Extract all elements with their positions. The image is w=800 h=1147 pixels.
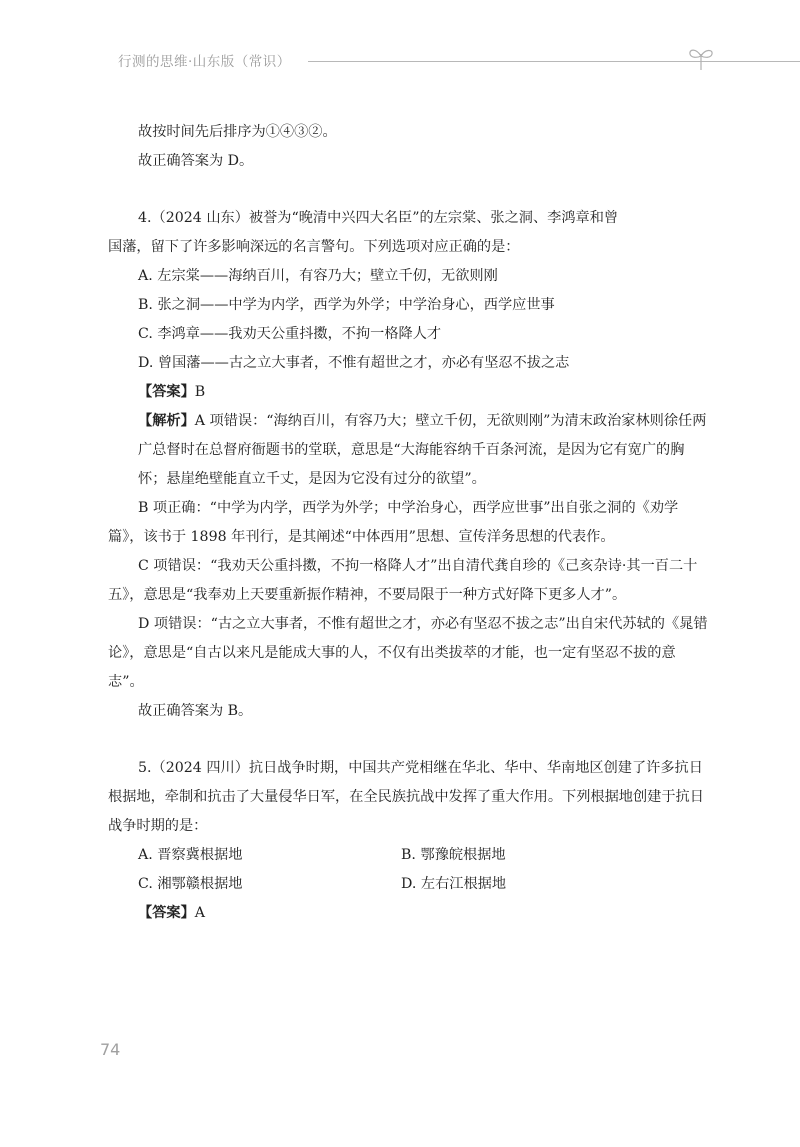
q5-options-row-1	[108, 841, 710, 870]
q5-option-b: B. 鄂豫皖根据地	[401, 847, 506, 863]
q4-answer-value: B	[194, 384, 206, 400]
q4-option-a: A. 左宗棠——海纳百川，有容乃大；壁立千仞，无欲则刚	[138, 268, 498, 284]
q4-option-b: B. 张之洞——中学为内学，西学为外学；中学治身心，西学应世事	[138, 297, 555, 313]
prev-answer-line: 故正确答案为 D。	[138, 153, 254, 169]
prev-order-line: 故按时间先后排序为①④③②。	[138, 124, 337, 140]
q4-analysis-c: C 项错误：“我劝天公重抖擞，不拘一格降人才”出自清代龚自珍的《己亥杂诗·其一百二十五》，意思是“我奉劝上天要重新振作精神，不要局限于一种方式好降下更多人才”。	[108, 558, 698, 603]
running-header	[118, 50, 718, 72]
header-title: 行测的思维·山东版（常识）	[118, 54, 291, 70]
q5-answer-value: A	[194, 905, 206, 921]
page-content	[108, 118, 710, 928]
q4-stem-line1: 4.（2024 山东）被誉为“晚清中兴四大名臣”的左宗棠、张之洞、李鸿章和曾	[138, 210, 619, 226]
q4-answer	[108, 378, 710, 407]
q5-stem: 5.（2024 四川）抗日战争时期，中国共产党相继在华北、华中、华南地区创建了许多抗日根据地，牵制和抗击了大量侵华日军，在全民族抗战中发挥了重大作用。下列根据地创建于抗日战争时期的是：	[108, 760, 704, 834]
q4-option-c: C. 李鸿章——我劝天公重抖擞，不拘一格降人才	[138, 326, 442, 342]
q5-answer-tag: 【答案】	[138, 905, 195, 921]
q4-answer-tag: 【答案】	[138, 384, 195, 400]
q4-stem-line2: 国藩，留下了许多影响深远的名言警句。下列选项对应正确的是：	[108, 239, 520, 255]
q4-analysis-d: D 项错误：“古之立大事者，不惟有超世之才，亦必有坚忍不拔之志”出自宋代苏轼的《晁错论》，意思是“自古以来凡是能成大事的人，不仅有出类拔萃的才能，也一定有坚忍不拔的意志”。	[108, 616, 708, 690]
q4-analysis-a-text: A 项错误：“海纳百川，有容乃大；壁立千仞，无欲则刚”为清末政治家林则徐任两广总督时在总督府衙题书的堂联，意思是“大海能容纳千百条河流，是因为它有宽广的胸怀；悬崖绝壁能直立千丈，是因为它没有过分的欲望”。	[138, 413, 707, 487]
header-rule	[308, 61, 800, 62]
q5-option-d: D. 左右江根据地	[401, 876, 507, 892]
q4-analysis-tag: 【解析】	[138, 413, 195, 429]
q5-option-c: C. 湘鄂赣根据地	[138, 876, 243, 892]
q5-options-row-2	[108, 870, 710, 899]
q5-option-a: A. 晋察冀根据地	[138, 847, 243, 863]
sprout-icon	[686, 44, 716, 72]
q4-analysis-a	[108, 407, 710, 494]
q4-analysis-b: B 项正确：“中学为内学，西学为外学；中学治身心，西学应世事”出自张之洞的《劝学篇》，该书于 1898 年刊行，是其阐述“中体西用”思想、宣传洋务思想的代表作。	[108, 500, 679, 545]
page-number: 74	[100, 1040, 121, 1059]
q5-answer	[108, 899, 710, 928]
q4-conclusion: 故正确答案为 B。	[138, 703, 253, 719]
q4-option-d: D. 曾国藩——古之立大事者，不惟有超世之才，亦必有坚忍不拔之志	[138, 355, 570, 371]
